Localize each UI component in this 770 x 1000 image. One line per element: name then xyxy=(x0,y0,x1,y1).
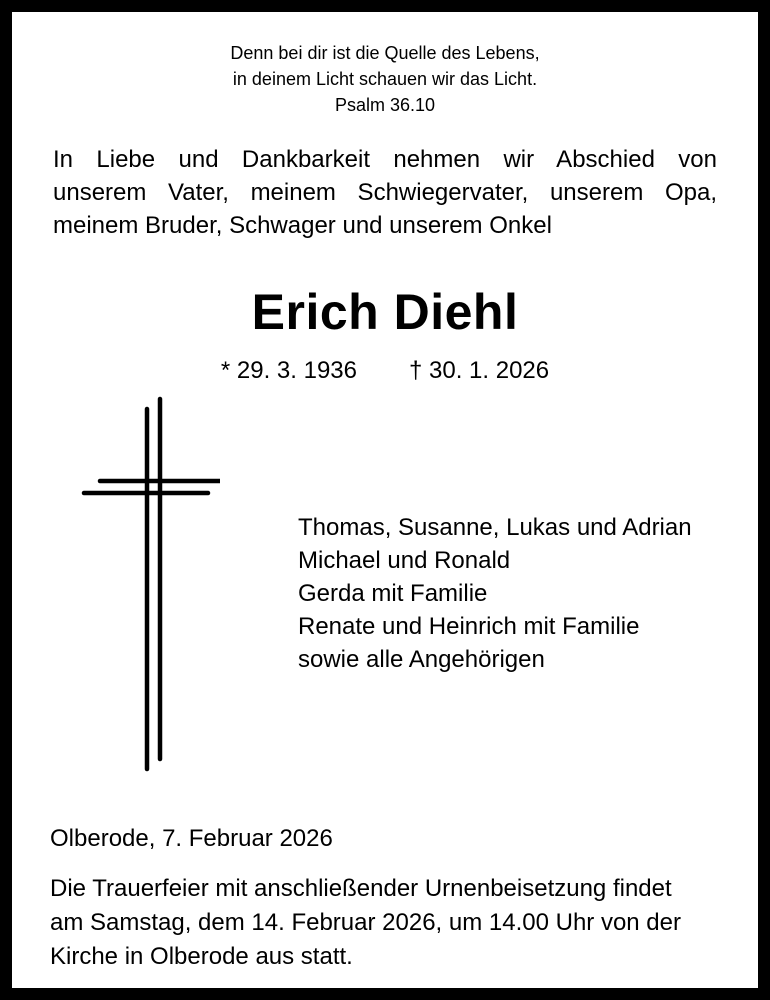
family-line-3: Gerda mit Familie xyxy=(298,580,488,607)
ceremony-line-1: Die Trauerfeier mit anschließender Urnenbeisetzung findet xyxy=(50,875,672,902)
verse-reference: Psalm 36.10 xyxy=(334,95,436,115)
verse-line-1: Denn bei dir ist die Quelle des Lebens, xyxy=(230,43,540,63)
cross-icon xyxy=(70,395,220,775)
family-line-4: Renate und Heinrich mit Familie xyxy=(298,613,640,640)
place-date: Olberode, 7. Februar 2026 xyxy=(50,825,333,852)
intro-line-1: In Liebe und Dankbarkeit nehmen wir Abschied von xyxy=(53,146,717,173)
ceremony-line-2: am Samstag, dem 14. Februar 2026, um 14.00 Uhr von der xyxy=(50,909,681,936)
family-line-1: Thomas, Susanne, Lukas und Adrian xyxy=(298,514,692,541)
death-date: † 30. 1. 2026 xyxy=(409,357,550,384)
family-line-5: sowie alle Angehörigen xyxy=(298,646,545,673)
life-dates xyxy=(12,356,758,386)
birth-date: * 29. 3. 1936 xyxy=(220,357,357,384)
verse-line-2: in deinem Licht schauen wir das Licht. xyxy=(232,69,538,89)
intro-text xyxy=(53,143,717,242)
deceased-name: Erich Diehl xyxy=(251,284,519,340)
intro-line-2: unserem Vater, meinem Schwiegervater, unserem Opa, xyxy=(53,179,717,206)
ceremony-info xyxy=(50,872,730,974)
bible-verse xyxy=(12,40,758,118)
intro-line-3: meinem Bruder, Schwager und unserem Onkel xyxy=(53,212,552,239)
family-list xyxy=(298,511,692,676)
family-line-2: Michael und Ronald xyxy=(298,547,511,574)
ceremony-line-3: Kirche in Olberode aus statt. xyxy=(50,943,353,970)
